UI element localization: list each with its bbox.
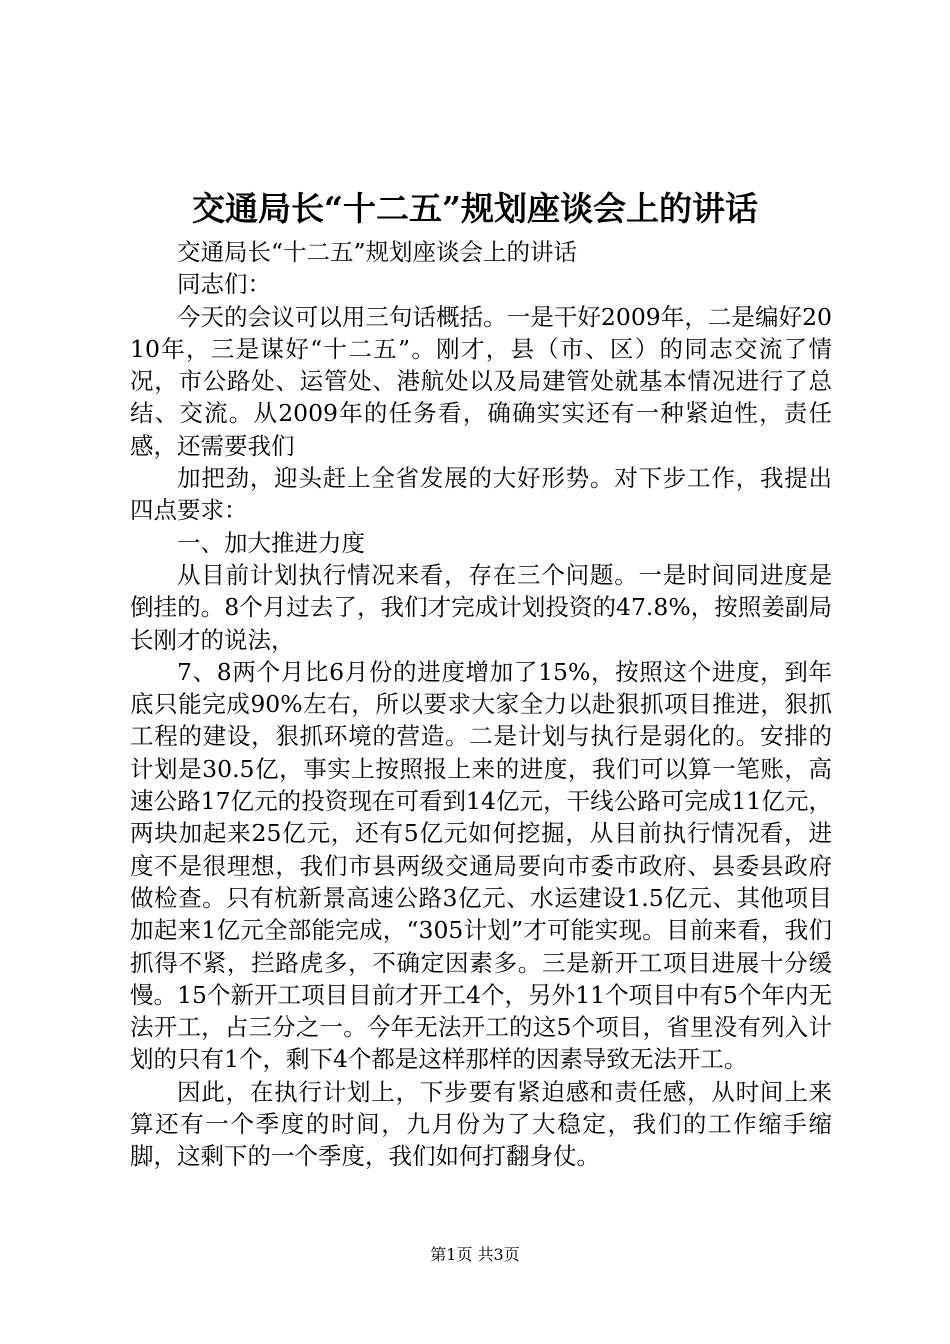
- paragraph-problems: 从目前计划执行情况来看，存在三个问题。一是时间同进度是倒挂的。8个月过去了，我们才完成计划投资的47.8%，按照姜副局长刚才的说法，: [130, 560, 832, 654]
- paragraph-intro: 今天的会议可以用三句话概括。一是干好2009年，二是编好2010年，三是谋好“十二五”。刚才，县（市、区）的同志交流了情况，市公路处、运管处、港航处以及局建管处就基本情况进行了总结、交流。从2009年的任务看，确确实实还有一种紧迫性，责任感，还需要我们: [130, 302, 832, 460]
- paragraph-requirements: 加把劲，迎头赶上全省发展的大好形势。对下步工作，我提出四点要求：: [130, 464, 832, 525]
- document-body: [130, 236, 832, 1173]
- section-heading-1: 一、加大推进力度: [177, 528, 365, 557]
- page-number-footer: 第1页 共3页: [430, 1245, 520, 1264]
- document-title: 交通局长“十二五”规划座谈会上的讲话: [192, 189, 758, 228]
- paragraph-subtitle: 交通局长“十二五”规划座谈会上的讲话: [177, 238, 578, 266]
- paragraph-progress: 7、8两个月比6月份的进度增加了15%，按照这个进度，到年底只能完成90%左右，所以要求大家全力以赴狠抓项目推进，狠抓工程的建设，狠抓环境的营造。二是计划与执行是弱化的。安排的计划是30.5亿，事实上按照报上来的进度，我们可以算一笔账，高速公路17亿元的投资现在可看到14亿元，干线公路可完成11亿元，两块加起来25亿元，还有5亿元如何挖掘，从目前执行情况看，进度不是很理想，我们市县两级交通局要向市委市政府、县委县政府做检查。只有杭新景高速公路3亿元、水运建设1.5亿元、其他项目加起来1亿元全部能完成，“305计划”才可能实现。目前来看，我们抓得不紧，拦路虎多，不确定因素多。三是新开工项目进展十分缓慢。15个新开工项目目前才开工4个，另外11个项目中有5个年内无法开工，占三分之一。今年无法开工的这5个项目，省里没有列入计划的只有1个，剩下4个都是这样那样的因素导致无法开工。: [130, 657, 832, 1074]
- paragraph-salutation: 同志们：: [177, 270, 271, 299]
- paragraph-conclusion: 因此，在执行计划上，下步要有紧迫感和责任感，从时间上来算还有一个季度的时间，九月份为了大稳定，我们的工作缩手缩脚，这剩下的一个季度，我们如何打翻身仗。: [130, 1077, 832, 1171]
